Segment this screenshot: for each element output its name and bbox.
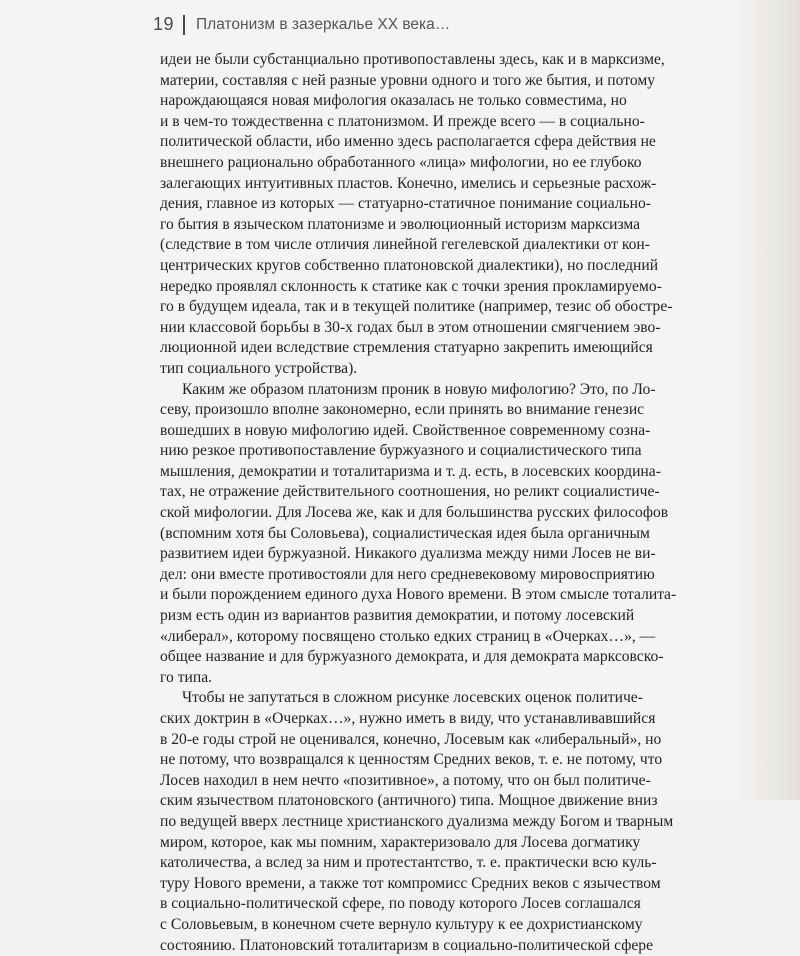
- text-line: Лосев находил в нем нечто «позитивное», а потому, что он был политиче-: [160, 771, 651, 789]
- text-line: состоянию. Платоновский тоталитаризм в социально-политической сфере: [160, 936, 654, 954]
- text-line: политической области, ибо именно здесь располагается сфера действия не: [160, 133, 656, 151]
- text-line: вошедших в новую мифологию идей. Свойственное современному созна-: [160, 421, 651, 439]
- text-line: ских доктрин в «Очерках…», нужно иметь в виду, что устанавливавшийся: [160, 710, 656, 727]
- text-line: центрических кругов собственно платоновской диалектики), но последний: [160, 256, 659, 274]
- text-line: ской мифологии. Для Лосева же, как и для большинства русских философов: [160, 504, 669, 522]
- text-line: не потому, что возвращался к ценностям Средних веков, т. е. не потому, что: [160, 751, 663, 769]
- text-line: дел: они вместе противостояли для него средневековому мировосприятию: [160, 565, 655, 583]
- text-line: с Соловьевым, в конечном счете вернуло культуру к ее дохристианскому: [160, 915, 643, 933]
- text-line: го в будущем идеала, так и в текущей политике (например, тезис об обостре-: [160, 298, 673, 316]
- text-line: по ведущей вверх лестнице христианского дуализма между Богом и тварным: [160, 812, 674, 830]
- text-line: залегающих интуитивных пластов. Конечно, имелись и серьезные расхож-: [160, 174, 657, 192]
- text-line: го типа.: [160, 668, 213, 686]
- text-line: ризм есть один из вариантов развития демократии, и потому лосевский: [160, 607, 635, 625]
- text-line: тип социального устройства).: [160, 359, 358, 377]
- text-line: ским язычеством платоновского (античного) типа. Мощное движение вниз: [160, 792, 658, 810]
- text-line: «либерал», которому посвящено столько едких страниц в «Очерках…», —: [160, 627, 656, 645]
- page-number: 19: [153, 14, 175, 34]
- text-line: нередко проявлял склонность к статике как с точки зрения прокламируемо-: [160, 277, 662, 295]
- text-line: развитием идеи буржуазной. Никакого дуализма между ними Лосев не ви-: [160, 545, 656, 563]
- text-line: тах, не отражение действительного соотношения, но реликт социалистиче-: [160, 483, 660, 501]
- text-line: в социально-политической сфере, по поводу которого Лосев соглашался: [160, 895, 641, 913]
- text-line: в 20-е годы строй не оценивался, конечно, Лосевым как «либеральный», но: [160, 730, 662, 748]
- text-line: (вспомним хотя бы Соловьева), социалистическая идея была органичным: [160, 524, 650, 542]
- text-line: туру Нового времени, а также тот компромисс Средних веков с язычеством: [160, 874, 661, 892]
- text-line: материи, составляя с ней разные уровни одного и того же бытия, и потому: [160, 71, 655, 89]
- header-divider: [183, 15, 185, 35]
- text-line: нии классовой борьбы в 30-х годах был в этом отношении смягчением эво-: [160, 318, 661, 336]
- text-line: (следствие в том числе отличия линейной гегелевской диалектики от кон-: [160, 236, 650, 254]
- text-line: мышления, демократии и тоталитаризма и т. д. есть, в лосевских координа-: [160, 462, 661, 480]
- text-line: Чтобы не запутаться в сложном рисунке лосевских оценок политиче-: [182, 689, 643, 707]
- text-line: севу, произошло вполне закономерно, если принять во внимание генезис: [160, 401, 645, 419]
- text-line: католичества, а вслед за ним и протестантство, т. е. практически всю куль-: [160, 854, 657, 872]
- body-text: [160, 50, 677, 956]
- text-line: люционной идеи вследствие стремления статуарно закрепить имеющийся: [160, 339, 653, 357]
- running-title: Платонизм в зазеркалье XX века…: [196, 15, 451, 33]
- text-line: го бытия в языческом платонизме и эволюционный историзм марксизма: [160, 215, 641, 233]
- text-line: нию резкое противопоставление буржуазного и социалистического типа: [160, 442, 642, 460]
- running-header: [153, 14, 450, 35]
- text-line: дения, главное из которых — статуарно-статичное понимание социально-: [160, 195, 651, 213]
- text-line: миром, которое, как мы помним, характеризовало для Лосева догматику: [160, 833, 641, 851]
- text-line: общее название и для буржуазного демократа, и для демократа марксовско-: [160, 648, 664, 666]
- text-line: нарождающаяся новая мифология оказалась не только совместима, но: [160, 92, 627, 110]
- page-edge-shadow: [730, 0, 800, 800]
- text-line: идеи не были субстанциально противопоставлены здесь, как и в марксизме,: [160, 51, 665, 68]
- text-line: и в чем-то тождественна с платонизмом. И прежде всего — в социально-: [160, 112, 645, 130]
- text-line: и были порождением единого духа Нового времени. В этом смысле тоталитa-: [160, 586, 677, 604]
- text-line: Каким же образом платонизм проник в новую мифологию? Это, по Ло-: [182, 380, 656, 398]
- text-line: внешнего рационально обработанного «лица» мифологии, но ее глубоко: [160, 153, 642, 171]
